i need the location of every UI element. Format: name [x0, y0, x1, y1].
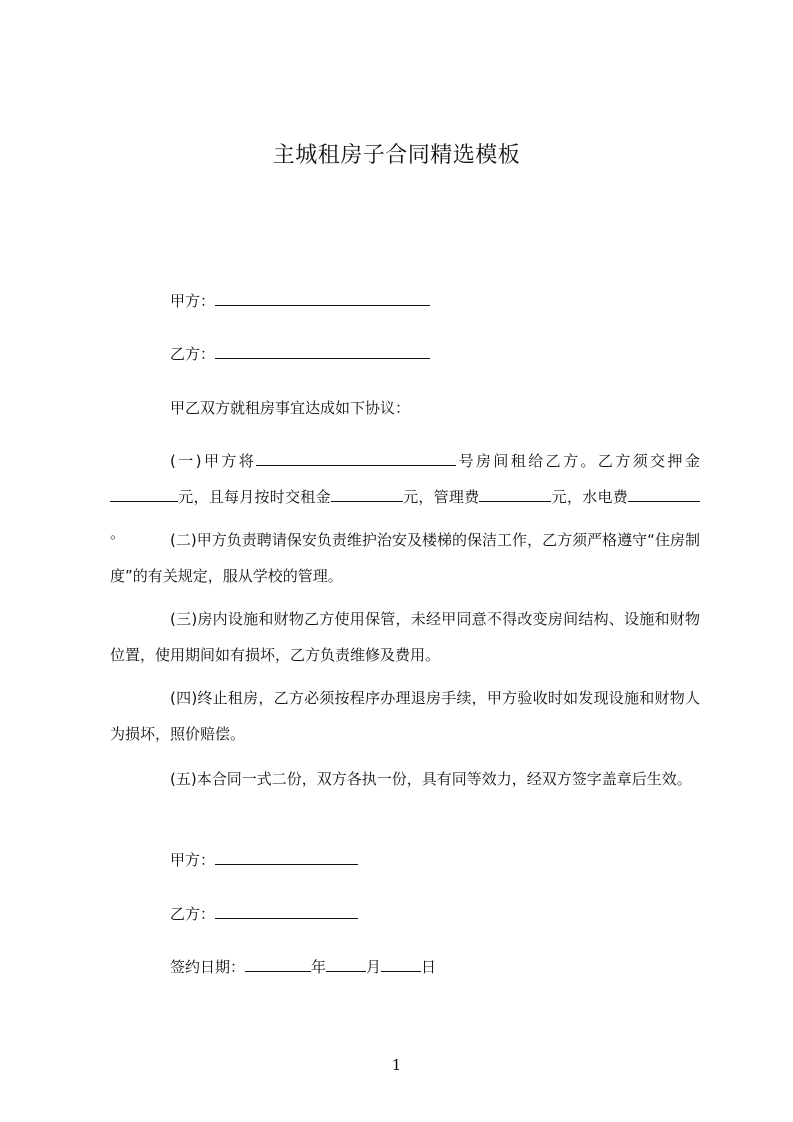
party-a-line [170, 290, 430, 312]
month-blank [326, 956, 366, 972]
year-label: 年 [311, 958, 327, 976]
clause-1-mid2: 元，且每月按时交租金 [178, 488, 331, 506]
sign-party-a-line [170, 849, 358, 871]
party-a-blank [215, 290, 430, 306]
clause-3: (三)房内设施和财物乙方使用保管，未经甲同意不得改变房间结构、设施和财物位置，使用期间如有损坏，乙方负责维修及费用。 [110, 610, 700, 664]
clause-1-mid1: 号房间租给乙方。乙方须交押金 [456, 452, 700, 470]
year-blank [245, 956, 311, 972]
party-b-line [170, 343, 430, 365]
clause-1-end: 。 [110, 524, 126, 542]
clause-1-prefix: (一)甲方将 [170, 452, 257, 470]
sign-party-b-line [170, 903, 358, 925]
clause-2: (二)甲方负责聘请保安负责维护治安及楼梯的保洁工作，乙方须严格遵守“住房制度”的有关规定，服从学校的管理。 [110, 531, 700, 585]
management-fee-blank [479, 486, 551, 502]
clause-5: (五)本合同一式二份，双方各执一份，具有同等效力，经双方签字盖章后生效。 [170, 770, 692, 788]
intro-text: 甲乙双方就租房事宜达成如下协议： [170, 399, 411, 417]
deposit-blank [110, 486, 178, 502]
party-b-label: 乙方： [170, 345, 216, 363]
utilities-fee-blank [628, 486, 700, 502]
day-blank [381, 956, 421, 972]
sign-party-a-blank [215, 849, 358, 865]
clause-1-mid3: 元，管理费 [402, 488, 480, 506]
sign-party-b-label: 乙方： [170, 905, 216, 923]
room-number-blank [256, 450, 456, 466]
party-a-label: 甲方： [170, 292, 216, 310]
sign-party-a-label: 甲方： [170, 851, 216, 869]
sign-date-label: 签约日期： [170, 958, 246, 976]
sign-party-b-blank [215, 903, 358, 919]
clause-4: (四)终止租房，乙方必须按程序办理退房手续，甲方验收时如发现设施和财物人为损坏，照价赔偿。 [110, 689, 700, 743]
sign-date-line [170, 956, 436, 978]
clause-1-mid4: 元，水电费 [551, 488, 628, 506]
page-number: 1 [391, 1056, 402, 1074]
document-title: 主城租房子合同精选模板 [272, 143, 521, 168]
rent-blank [331, 486, 403, 502]
party-b-blank [215, 343, 430, 359]
month-label: 月 [366, 958, 382, 976]
day-label: 日 [421, 958, 437, 976]
